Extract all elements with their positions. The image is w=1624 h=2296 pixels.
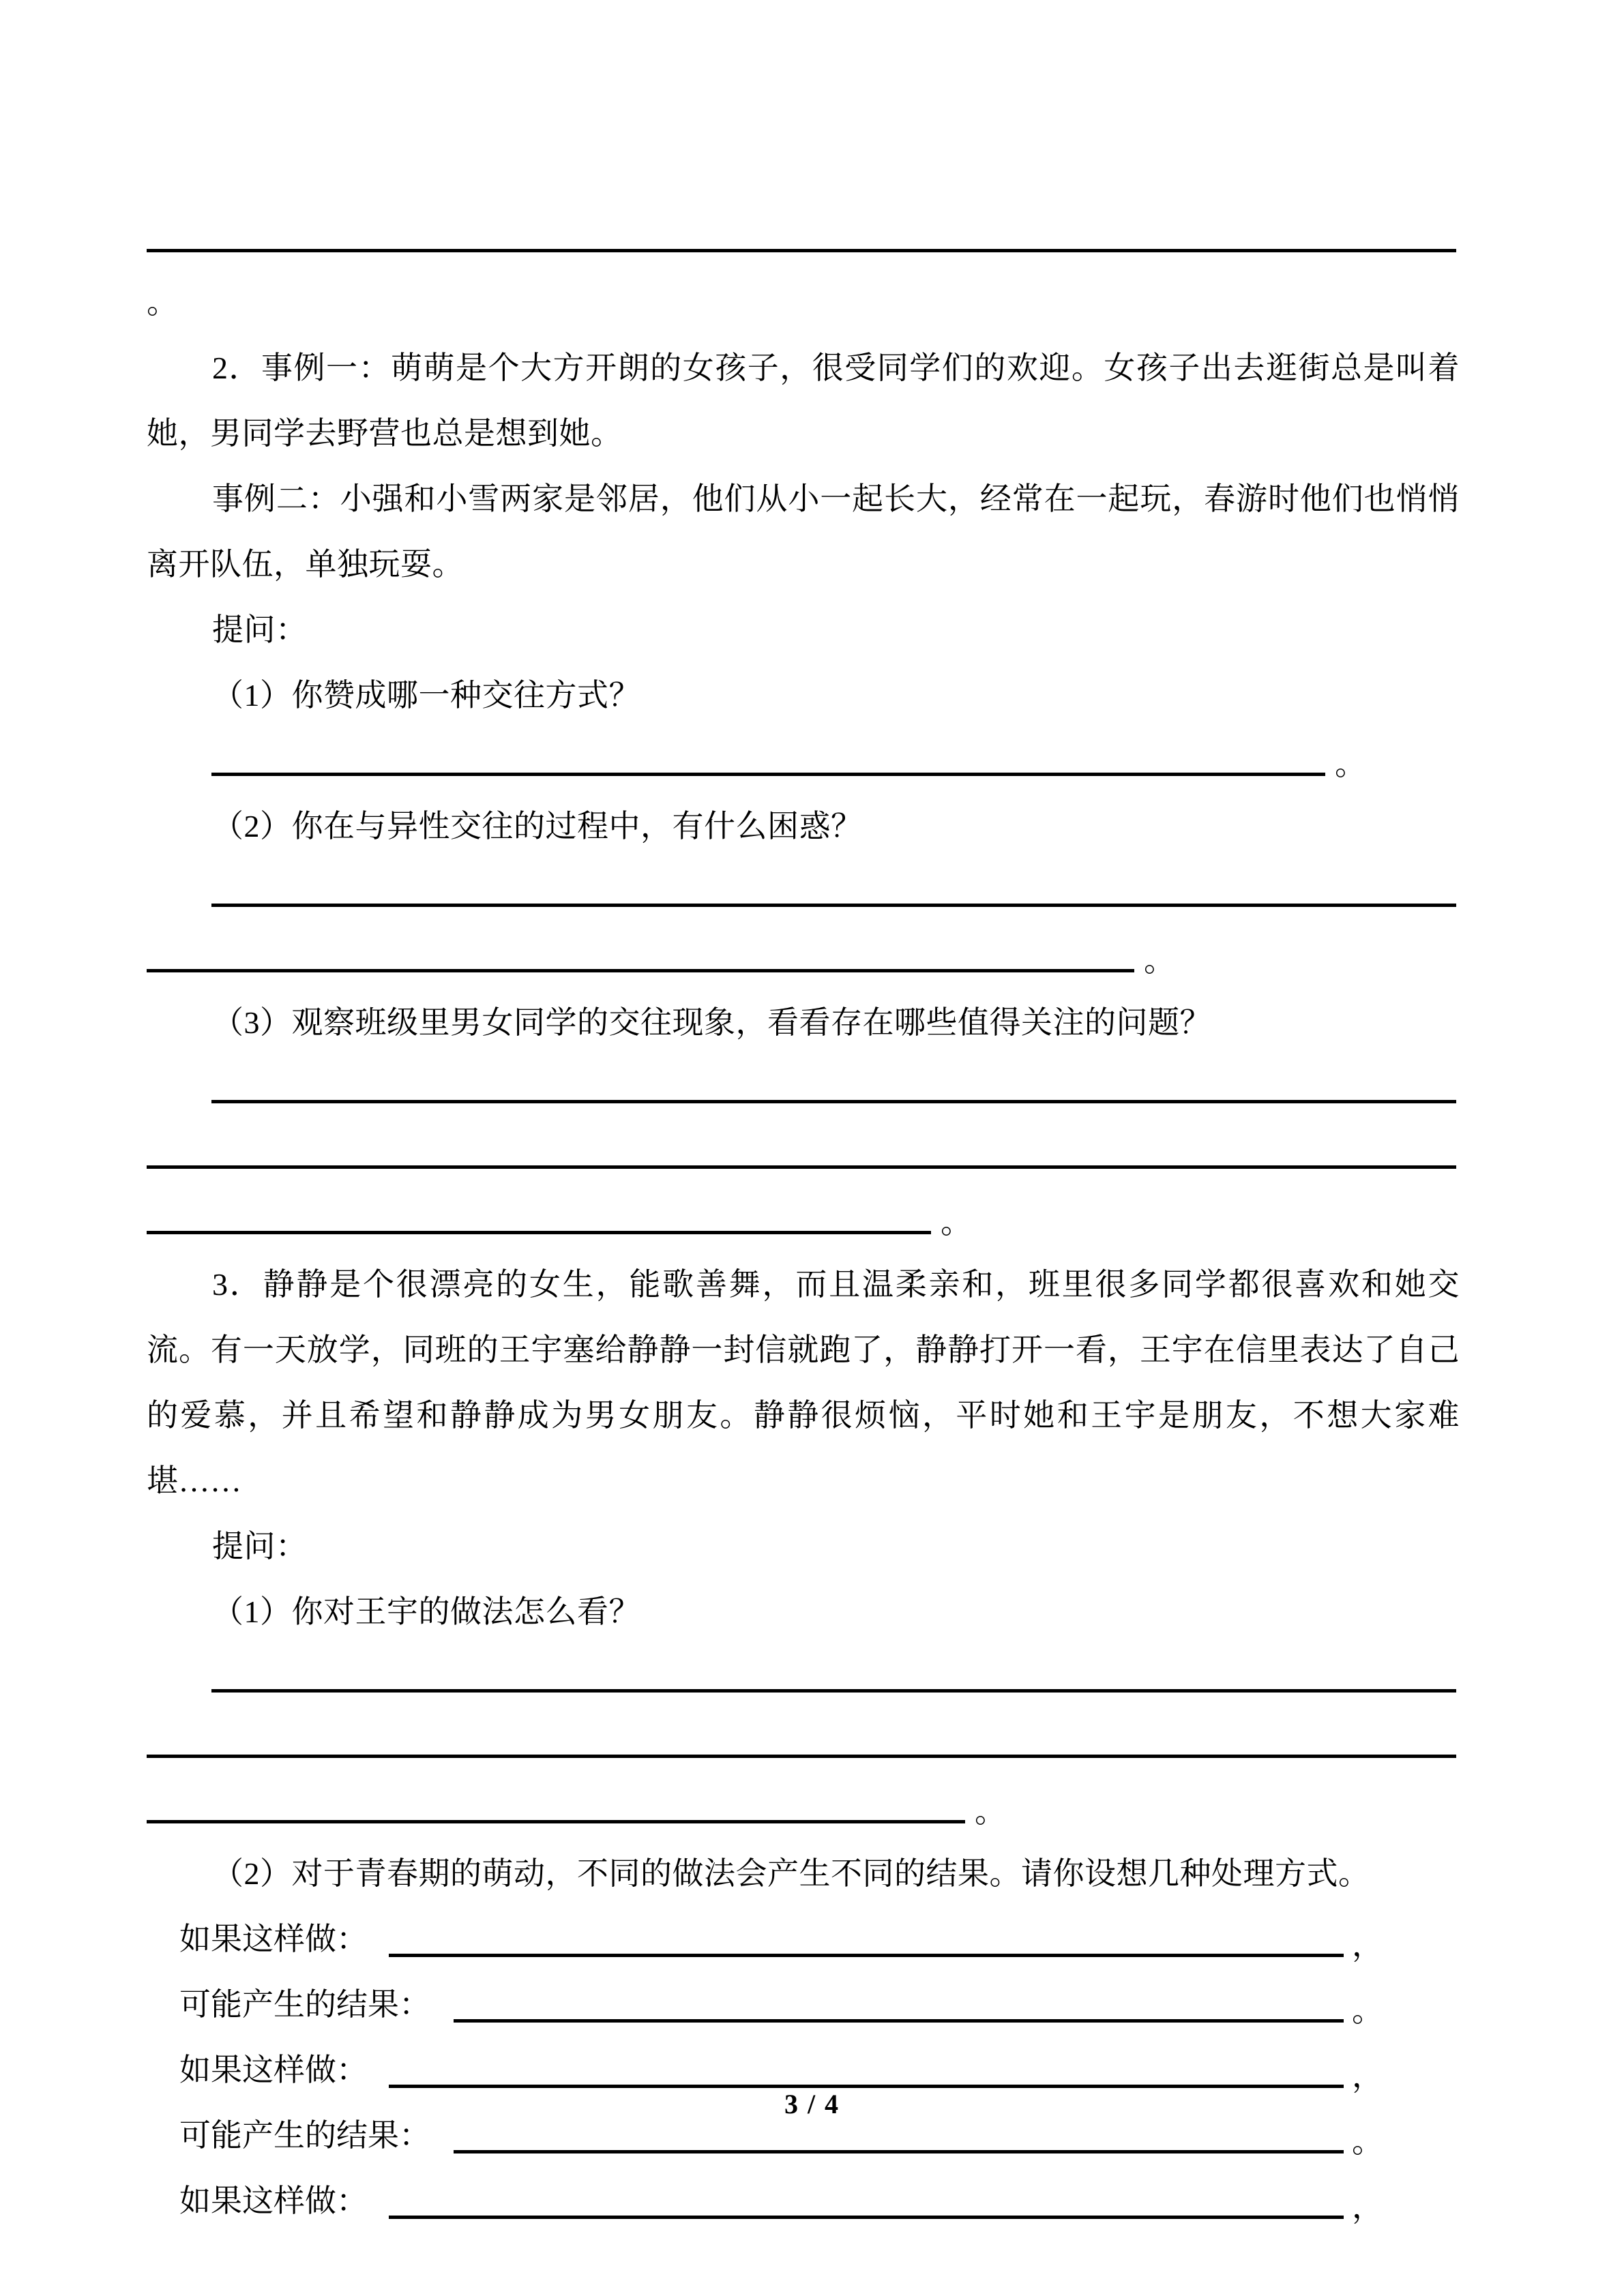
answer-rule-q3-1-line-2[interactable]: [147, 1710, 1460, 1776]
answer-rule-q2-2-line-1[interactable]: [147, 859, 1460, 925]
fill-end-punctuation: 。: [1352, 2124, 1383, 2159]
rule-end-punctuation: 。: [941, 1205, 972, 1240]
document-content: [147, 0, 1460, 2234]
fill-row-result-1[interactable]: [147, 1972, 1460, 2038]
page-footer: 3 / 4: [784, 2089, 840, 2119]
fill-end-punctuation: ，: [1352, 2190, 1383, 2224]
answer-blank-rule: [211, 1100, 1456, 1103]
question-2-prompt-label: 提问：: [212, 612, 308, 647]
answer-rule-q2-3-line-2[interactable]: [147, 1121, 1460, 1187]
fill-row-label: 如果这样做：: [179, 1922, 368, 1956]
answer-blank-rule: [147, 1820, 965, 1823]
answer-blank-rule: [147, 1755, 1456, 1758]
question-2-case-two: 事例二：小强和小雪两家是邻居，他们从小一起长大，经常在一起玩，春游时他们也悄悄离开队伍，单独玩耍。: [147, 481, 1460, 582]
fill-row-label: 如果这样做：: [179, 2183, 368, 2218]
answer-rule-q2-1[interactable]: [147, 728, 1460, 794]
answer-blank-rule: [211, 904, 1456, 907]
fill-end-punctuation: ，: [1352, 2059, 1383, 2093]
answer-rule-q2-3-line-3[interactable]: [147, 1187, 1460, 1252]
question-2-sub-3: （3）观察班级里男女同学的交往现象，看看存在哪些值得关注的问题？: [212, 1005, 1211, 1040]
rule-end-punctuation: 。: [1335, 747, 1366, 781]
question-2-sub-1: （1）你赞成哪一种交往方式？: [212, 678, 640, 713]
fill-blank-rule: [454, 2150, 1344, 2153]
continued-answer-rule-top[interactable]: [147, 205, 1460, 270]
question-3-sub-1: （1）你对王宇的做法怎么看？: [212, 1594, 640, 1629]
fill-row-label: 如果这样做：: [179, 2053, 368, 2087]
question-3-sub-2: （2）对于青春期的萌动，不同的做法会产生不同的结果。请你设想几种处理方式。: [212, 1856, 1370, 1891]
fill-row-action-3[interactable]: [147, 2168, 1460, 2234]
question-2-case-one: 2．事例一：萌萌是个大方开朗的女孩子，很受同学们的欢迎。女孩子出去逛街总是叫着她，男同学去野营也总是想到她。: [147, 351, 1460, 451]
fill-blank-rule: [389, 2216, 1344, 2219]
rule-end-punctuation: 。: [1144, 943, 1175, 978]
answer-rule-q3-1-line-3[interactable]: [147, 1776, 1460, 1841]
answer-blank-rule: [147, 1165, 1456, 1169]
fill-row-action-1[interactable]: [147, 1907, 1460, 1972]
top-margin: [147, 0, 1460, 205]
answer-blank-rule: [147, 1231, 931, 1234]
answer-blank-rule: [211, 1689, 1456, 1693]
fill-end-punctuation: 。: [1352, 1993, 1383, 2028]
question-2-sub-2: （2）你在与异性交往的过程中，有什么困惑？: [212, 809, 863, 844]
question-3-prompt-label: 提问：: [212, 1529, 308, 1564]
fill-blank-rule: [389, 1954, 1344, 1957]
fill-end-punctuation: ，: [1352, 1928, 1383, 1963]
answer-blank-rule: [211, 773, 1325, 776]
answer-rule-q2-3-line-1[interactable]: [147, 1056, 1460, 1121]
answer-rule-q3-1-line-1[interactable]: [147, 1645, 1460, 1710]
question-3-scenario: 3．静静是个很漂亮的女生，能歌善舞，而且温柔亲和，班里很多同学都很喜欢和她交流。有一天放学，同班的王宇塞给静静一封信就跑了，静静打开一看，王宇在信里表达了自己的爱慕，并且希望和静静成为男女朋友。静静很烦恼，平时她和王宇是朋友，不想大家难堪……: [147, 1267, 1460, 1498]
fill-blank-rule: [454, 2019, 1344, 2023]
fill-row-label: 可能产生的结果：: [179, 1987, 430, 2022]
fill-row-label: 可能产生的结果：: [179, 2118, 430, 2153]
answer-blank-rule: [147, 969, 1134, 972]
stray-period-top: 。: [147, 285, 179, 320]
answer-rule-q2-2-line-2[interactable]: [147, 925, 1460, 990]
answer-blank-rule: [147, 249, 1456, 252]
rule-end-punctuation: 。: [975, 1794, 1006, 1829]
